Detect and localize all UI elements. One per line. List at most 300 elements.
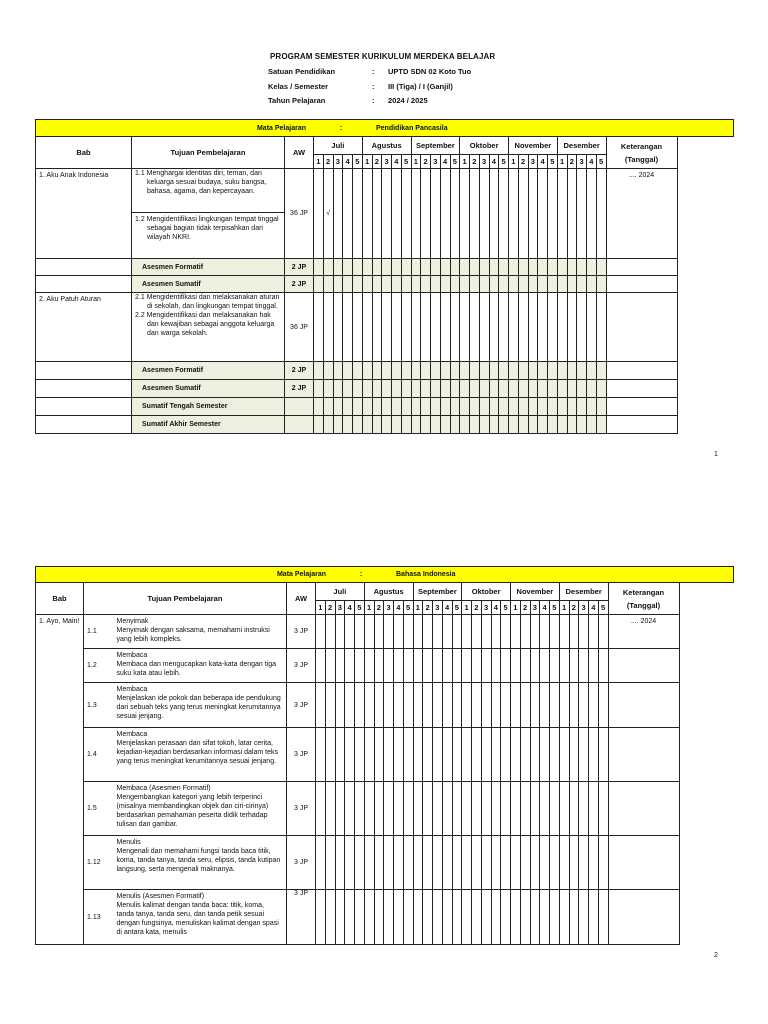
- week-cell: [382, 362, 392, 380]
- week-number: 3: [530, 601, 540, 615]
- week-cell: [440, 293, 450, 362]
- week-number: 2: [323, 155, 333, 169]
- week-cell: [548, 398, 558, 416]
- week-cell: [489, 293, 499, 362]
- week-cell: [479, 398, 489, 416]
- table-row: [36, 836, 734, 890]
- subject-row: [36, 567, 734, 583]
- week-cell: [335, 782, 345, 836]
- meta-colon: :: [372, 96, 375, 105]
- week-number: 4: [345, 601, 355, 615]
- week-cell: [587, 380, 597, 398]
- week-cell: [501, 683, 511, 728]
- week-number: 2: [520, 601, 530, 615]
- week-cell: [470, 259, 480, 276]
- week-number: 1: [559, 601, 569, 615]
- week-cell: [421, 398, 431, 416]
- aw-cell: [285, 416, 314, 434]
- week-number: 5: [353, 155, 363, 169]
- asesmen-sumatif-cell: Asesmen Sumatif: [132, 276, 285, 293]
- week-cell: [431, 398, 441, 416]
- meta-value: 2024 / 2025: [388, 96, 428, 105]
- week-cell: [384, 649, 394, 683]
- week-cell: [596, 398, 606, 416]
- bab-cell: 2. Aku Patuh Aturan: [36, 293, 132, 362]
- week-cell: [452, 683, 462, 728]
- week-cell: [530, 782, 540, 836]
- week-cell: [518, 169, 528, 259]
- week-cell: [452, 782, 462, 836]
- week-cell: [450, 169, 460, 259]
- week-cell: [374, 683, 384, 728]
- week-cell: [403, 728, 413, 782]
- week-cell: [462, 782, 472, 836]
- week-cell: [413, 782, 423, 836]
- tp-number-cell: 1.12: [84, 836, 114, 890]
- week-number: 2: [423, 601, 433, 615]
- week-cell: [530, 890, 540, 945]
- meta-colon: :: [372, 67, 375, 76]
- week-cell: [411, 293, 421, 362]
- tp-text: Menjelaskan ide pokok dan beberapa ide pendukung dari sebuah teks yang terus meningkat kerumitannya sesuai jenjang.: [116, 695, 281, 720]
- week-cell: [550, 728, 560, 782]
- week-cell: [589, 890, 599, 945]
- week-cell: [423, 782, 433, 836]
- meta-row-satuan: [268, 67, 471, 76]
- week-cell: [355, 836, 365, 890]
- week-cell: [374, 728, 384, 782]
- week-cell: [431, 169, 441, 259]
- keterangan-cell: [606, 416, 677, 434]
- week-cell: [596, 276, 606, 293]
- sumatif-akhir-semester-cell: Sumatif Akhir Semester: [132, 416, 285, 434]
- week-cell: [489, 259, 499, 276]
- week-cell: [460, 416, 470, 434]
- week-cell: [314, 362, 324, 380]
- week-cell: [440, 276, 450, 293]
- subject-colon: :: [359, 571, 363, 578]
- month-september: September: [413, 583, 462, 601]
- week-cell: [353, 293, 363, 362]
- week-cell: [335, 615, 345, 649]
- week-cell: [314, 293, 324, 362]
- week-cell: [442, 728, 452, 782]
- week-number: 5: [355, 601, 365, 615]
- week-cell: [392, 276, 402, 293]
- week-cell: [423, 615, 433, 649]
- week-number: 2: [325, 601, 335, 615]
- aw-cell: 3 JP: [287, 615, 316, 649]
- week-cell: [579, 782, 589, 836]
- week-cell: [362, 169, 372, 259]
- week-cell: [557, 398, 567, 416]
- week-cell: [440, 380, 450, 398]
- week-cell: [355, 782, 365, 836]
- week-number: 4: [442, 601, 452, 615]
- week-cell: [421, 276, 431, 293]
- tp-skill-label: Menulis (Asesmen Formatif): [116, 893, 205, 900]
- week-cell: [489, 362, 499, 380]
- week-cell: [374, 782, 384, 836]
- week-cell: [374, 890, 384, 945]
- aw-cell: 2 JP: [285, 380, 314, 398]
- week-number: 5: [596, 155, 606, 169]
- week-cell: [335, 836, 345, 890]
- table-row: [36, 728, 734, 782]
- tp-text: Menulis kalimat dengan tanda baca: titik, koma, tanda tanya, tanda seru, dan tanda petik sesuai dengan fungsinya, menuliskan kalimat dengan spasi di antara kata, menulis: [116, 902, 279, 936]
- week-cell: [333, 362, 343, 380]
- tp-skill-label: Membaca: [116, 731, 148, 738]
- week-cell: [520, 683, 530, 728]
- week-cell: [499, 380, 509, 398]
- week-cell: [518, 398, 528, 416]
- week-cell: [353, 362, 363, 380]
- week-cell: [462, 649, 472, 683]
- week-cell: [384, 683, 394, 728]
- week-cell: [372, 276, 382, 293]
- tp-text: Mengenali dan memahami fungsi tanda baca titik, koma, tanda tanya, tanda seru, elipsis, tanda kutipan langsung, serta mengenali maknanya.: [116, 848, 281, 873]
- week-number: 3: [577, 155, 587, 169]
- week-cell: [333, 259, 343, 276]
- week-cell: [382, 169, 392, 259]
- week-cell: [579, 728, 589, 782]
- meta-row-kelas: [268, 82, 453, 91]
- week-cell: [528, 416, 538, 434]
- table-row: [36, 169, 734, 213]
- week-cell: [345, 683, 355, 728]
- week-cell: [403, 683, 413, 728]
- week-number: 1: [316, 601, 326, 615]
- week-cell: [372, 362, 382, 380]
- week-cell: [569, 782, 579, 836]
- week-cell: [596, 293, 606, 362]
- week-cell: [530, 649, 540, 683]
- week-cell: [343, 259, 353, 276]
- week-cell: [431, 259, 441, 276]
- week-cell: [462, 728, 472, 782]
- week-cell: [423, 836, 433, 890]
- week-cell: [323, 293, 333, 362]
- week-cell: [472, 782, 482, 836]
- week-cell: [579, 890, 589, 945]
- week-cell: [394, 728, 404, 782]
- keterangan-cell: [608, 683, 679, 728]
- week-number: 4: [392, 155, 402, 169]
- week-cell: [567, 259, 577, 276]
- week-cell: [333, 380, 343, 398]
- schedule-table-pancasila: [35, 119, 734, 434]
- week-cell: [355, 615, 365, 649]
- week-cell: [509, 293, 519, 362]
- week-cell: [460, 259, 470, 276]
- week-cell: [509, 276, 519, 293]
- week-cell: [567, 380, 577, 398]
- week-cell: [411, 416, 421, 434]
- week-cell: [314, 276, 324, 293]
- keterangan-cell: [606, 276, 677, 293]
- week-cell: [509, 380, 519, 398]
- week-cell: [528, 276, 538, 293]
- week-cell: [345, 615, 355, 649]
- week-cell: [394, 836, 404, 890]
- keterangan-cell: .... 2024: [606, 169, 677, 259]
- week-cell: [374, 649, 384, 683]
- keterangan-cell: .... 2024: [608, 615, 679, 649]
- week-number: 4: [491, 601, 501, 615]
- week-cell: [323, 380, 333, 398]
- week-cell: [394, 615, 404, 649]
- keterangan-header: [606, 137, 677, 169]
- week-cell: [372, 259, 382, 276]
- tp-text: Membaca dan mengucapkan kata-kata dengan tiga suku kata atau lebih.: [116, 661, 277, 677]
- week-cell: [413, 615, 423, 649]
- week-cell: [550, 890, 560, 945]
- week-cell: [518, 293, 528, 362]
- tujuan-header: Tujuan Pembelajaran: [132, 137, 285, 169]
- week-cell: [470, 380, 480, 398]
- week-cell: [343, 169, 353, 259]
- week-cell: [343, 276, 353, 293]
- month-juli: Juli: [314, 137, 363, 155]
- keterangan-cell: [608, 836, 679, 890]
- week-cell: [335, 728, 345, 782]
- subject-cell: [36, 120, 734, 137]
- week-cell: [538, 259, 548, 276]
- week-cell: [472, 728, 482, 782]
- tp-text: 1.2 Mengidentifikasi lingkungan tempat tinggal sebagai bagian tidak terpisahkan dari wilayah NKRI.: [135, 216, 279, 241]
- week-cell: [489, 276, 499, 293]
- week-number: 3: [384, 601, 394, 615]
- week-cell: [596, 380, 606, 398]
- week-cell: [530, 728, 540, 782]
- week-cell: [520, 782, 530, 836]
- week-cell: [335, 683, 345, 728]
- week-cell: [423, 683, 433, 728]
- aw-cell: 3 JP: [287, 649, 316, 683]
- keterangan-cell: [608, 782, 679, 836]
- week-cell: [364, 683, 374, 728]
- aw-cell: [285, 398, 314, 416]
- page-number: 2: [714, 952, 718, 959]
- subject-value: Bahasa Indonesia: [396, 571, 456, 578]
- table-row: [36, 380, 734, 398]
- week-cell: [431, 380, 441, 398]
- week-cell: [598, 782, 608, 836]
- week-cell: [433, 890, 443, 945]
- week-cell: [470, 169, 480, 259]
- table-row: [36, 362, 734, 380]
- table-row: [36, 416, 734, 434]
- week-cell: [460, 169, 470, 259]
- week-number: 4: [587, 155, 597, 169]
- week-cell: [511, 649, 521, 683]
- keterangan-cell: [606, 380, 677, 398]
- week-cell: [384, 615, 394, 649]
- week-cell: [579, 615, 589, 649]
- tp-text: Menjelaskan perasaan dan sifat tokoh, latar cerita, kejadian-kejadian berdasarkan informasi dalam teks yang terus meningkat kerumitannya sesuai jenjang.: [116, 740, 278, 765]
- month-oktober: Oktober: [460, 137, 509, 155]
- week-cell: [501, 649, 511, 683]
- keterangan-cell: [606, 362, 677, 380]
- week-number: 5: [401, 155, 411, 169]
- week-cell: [499, 169, 509, 259]
- week-cell: [364, 782, 374, 836]
- week-cell: [540, 836, 550, 890]
- tp-skill-label: Membaca: [116, 686, 148, 693]
- week-cell: [433, 649, 443, 683]
- week-number: 1: [557, 155, 567, 169]
- week-cell: [577, 169, 587, 259]
- month-desember: Desember: [557, 137, 606, 155]
- keterangan-cell: [606, 293, 677, 362]
- week-cell: [403, 836, 413, 890]
- month-agustus: Agustus: [364, 583, 413, 601]
- month-oktober: Oktober: [462, 583, 511, 601]
- week-cell: [509, 259, 519, 276]
- week-cell: [411, 380, 421, 398]
- week-cell: [538, 416, 548, 434]
- week-cell: [450, 362, 460, 380]
- bab-cell: 1. Aku Anak Indonesia: [36, 169, 132, 259]
- week-cell: [559, 728, 569, 782]
- check-cell: √: [323, 169, 333, 259]
- week-cell: [491, 649, 501, 683]
- week-cell: [325, 728, 335, 782]
- keterangan-header: [608, 583, 679, 615]
- week-cell: [598, 836, 608, 890]
- week-cell: [460, 362, 470, 380]
- aw-cell: 3 JP: [287, 683, 316, 728]
- aw-cell: 36 JP: [285, 169, 314, 259]
- aw-cell: 3 JP: [287, 728, 316, 782]
- week-cell: [325, 782, 335, 836]
- week-cell: [392, 169, 402, 259]
- week-cell: [450, 416, 460, 434]
- document-title: PROGRAM SEMESTER KURIKULUM MERDEKA BELAJAR: [270, 52, 496, 61]
- week-cell: [540, 890, 550, 945]
- bab-cell: [36, 416, 132, 434]
- week-cell: [557, 259, 567, 276]
- week-cell: [596, 362, 606, 380]
- week-cell: [345, 782, 355, 836]
- week-cell: [450, 276, 460, 293]
- week-cell: [462, 890, 472, 945]
- week-cell: [403, 782, 413, 836]
- week-cell: [501, 890, 511, 945]
- week-cell: [384, 836, 394, 890]
- week-cell: [470, 362, 480, 380]
- week-number: 1: [314, 155, 324, 169]
- meta-colon: :: [372, 82, 375, 91]
- week-cell: [569, 615, 579, 649]
- week-cell: [421, 169, 431, 259]
- week-cell: [394, 683, 404, 728]
- week-cell: [314, 169, 324, 259]
- month-september: September: [411, 137, 460, 155]
- tanggal-label: (Tanggal): [626, 600, 661, 610]
- week-number: 5: [450, 155, 460, 169]
- tp-text: Menyimak dengan saksama, memahami instruksi yang lebih kompleks.: [116, 627, 270, 643]
- week-cell: [540, 782, 550, 836]
- aw-cell: 36 JP: [285, 293, 314, 362]
- week-cell: [364, 649, 374, 683]
- week-cell: [589, 649, 599, 683]
- week-cell: [577, 362, 587, 380]
- week-cell: [335, 649, 345, 683]
- week-cell: [579, 683, 589, 728]
- week-cell: [314, 416, 324, 434]
- meta-label: Kelas / Semester: [268, 82, 329, 91]
- week-number: 3: [479, 155, 489, 169]
- week-cell: [362, 259, 372, 276]
- week-number: 5: [501, 601, 511, 615]
- week-cell: [333, 398, 343, 416]
- tujuan-cell: [114, 728, 287, 782]
- week-cell: [325, 615, 335, 649]
- week-cell: [392, 380, 402, 398]
- week-number: 4: [343, 155, 353, 169]
- tp-number-cell: 1.4: [84, 728, 114, 782]
- week-cell: [382, 398, 392, 416]
- week-cell: [548, 276, 558, 293]
- week-cell: [470, 416, 480, 434]
- week-cell: [353, 169, 363, 259]
- tujuan-cell: [132, 169, 285, 213]
- keterangan-cell: [608, 649, 679, 683]
- week-cell: [403, 649, 413, 683]
- week-cell: [392, 398, 402, 416]
- week-cell: [548, 416, 558, 434]
- week-cell: [314, 259, 324, 276]
- meta-value: UPTD SDN 02 Koto Tuo: [388, 67, 472, 76]
- week-cell: [323, 398, 333, 416]
- week-cell: [557, 362, 567, 380]
- week-cell: [452, 890, 462, 945]
- week-cell: [355, 728, 365, 782]
- week-cell: [559, 782, 569, 836]
- week-cell: [452, 728, 462, 782]
- week-cell: [530, 615, 540, 649]
- week-cell: [577, 259, 587, 276]
- week-cell: [579, 836, 589, 890]
- week-cell: [316, 782, 326, 836]
- week-number: 2: [470, 155, 480, 169]
- bab-header: Bab: [36, 583, 84, 615]
- bab-header: Bab: [36, 137, 132, 169]
- week-cell: [491, 836, 501, 890]
- week-number: 1: [460, 155, 470, 169]
- week-cell: [423, 890, 433, 945]
- week-cell: [540, 649, 550, 683]
- week-cell: [323, 259, 333, 276]
- tanggal-label: (Tanggal): [624, 154, 659, 164]
- week-cell: [401, 259, 411, 276]
- week-cell: [345, 890, 355, 945]
- week-cell: [345, 649, 355, 683]
- week-cell: [421, 362, 431, 380]
- sumatif-tengah-semester-cell: Sumatif Tengah Semester: [132, 398, 285, 416]
- tujuan-cell: [114, 683, 287, 728]
- week-cell: [540, 728, 550, 782]
- meta-row-tahun: [268, 96, 428, 105]
- week-cell: [440, 416, 450, 434]
- week-cell: [433, 683, 443, 728]
- week-cell: [345, 728, 355, 782]
- week-number: 3: [579, 601, 589, 615]
- week-cell: [392, 293, 402, 362]
- week-number: 2: [372, 155, 382, 169]
- week-cell: [411, 259, 421, 276]
